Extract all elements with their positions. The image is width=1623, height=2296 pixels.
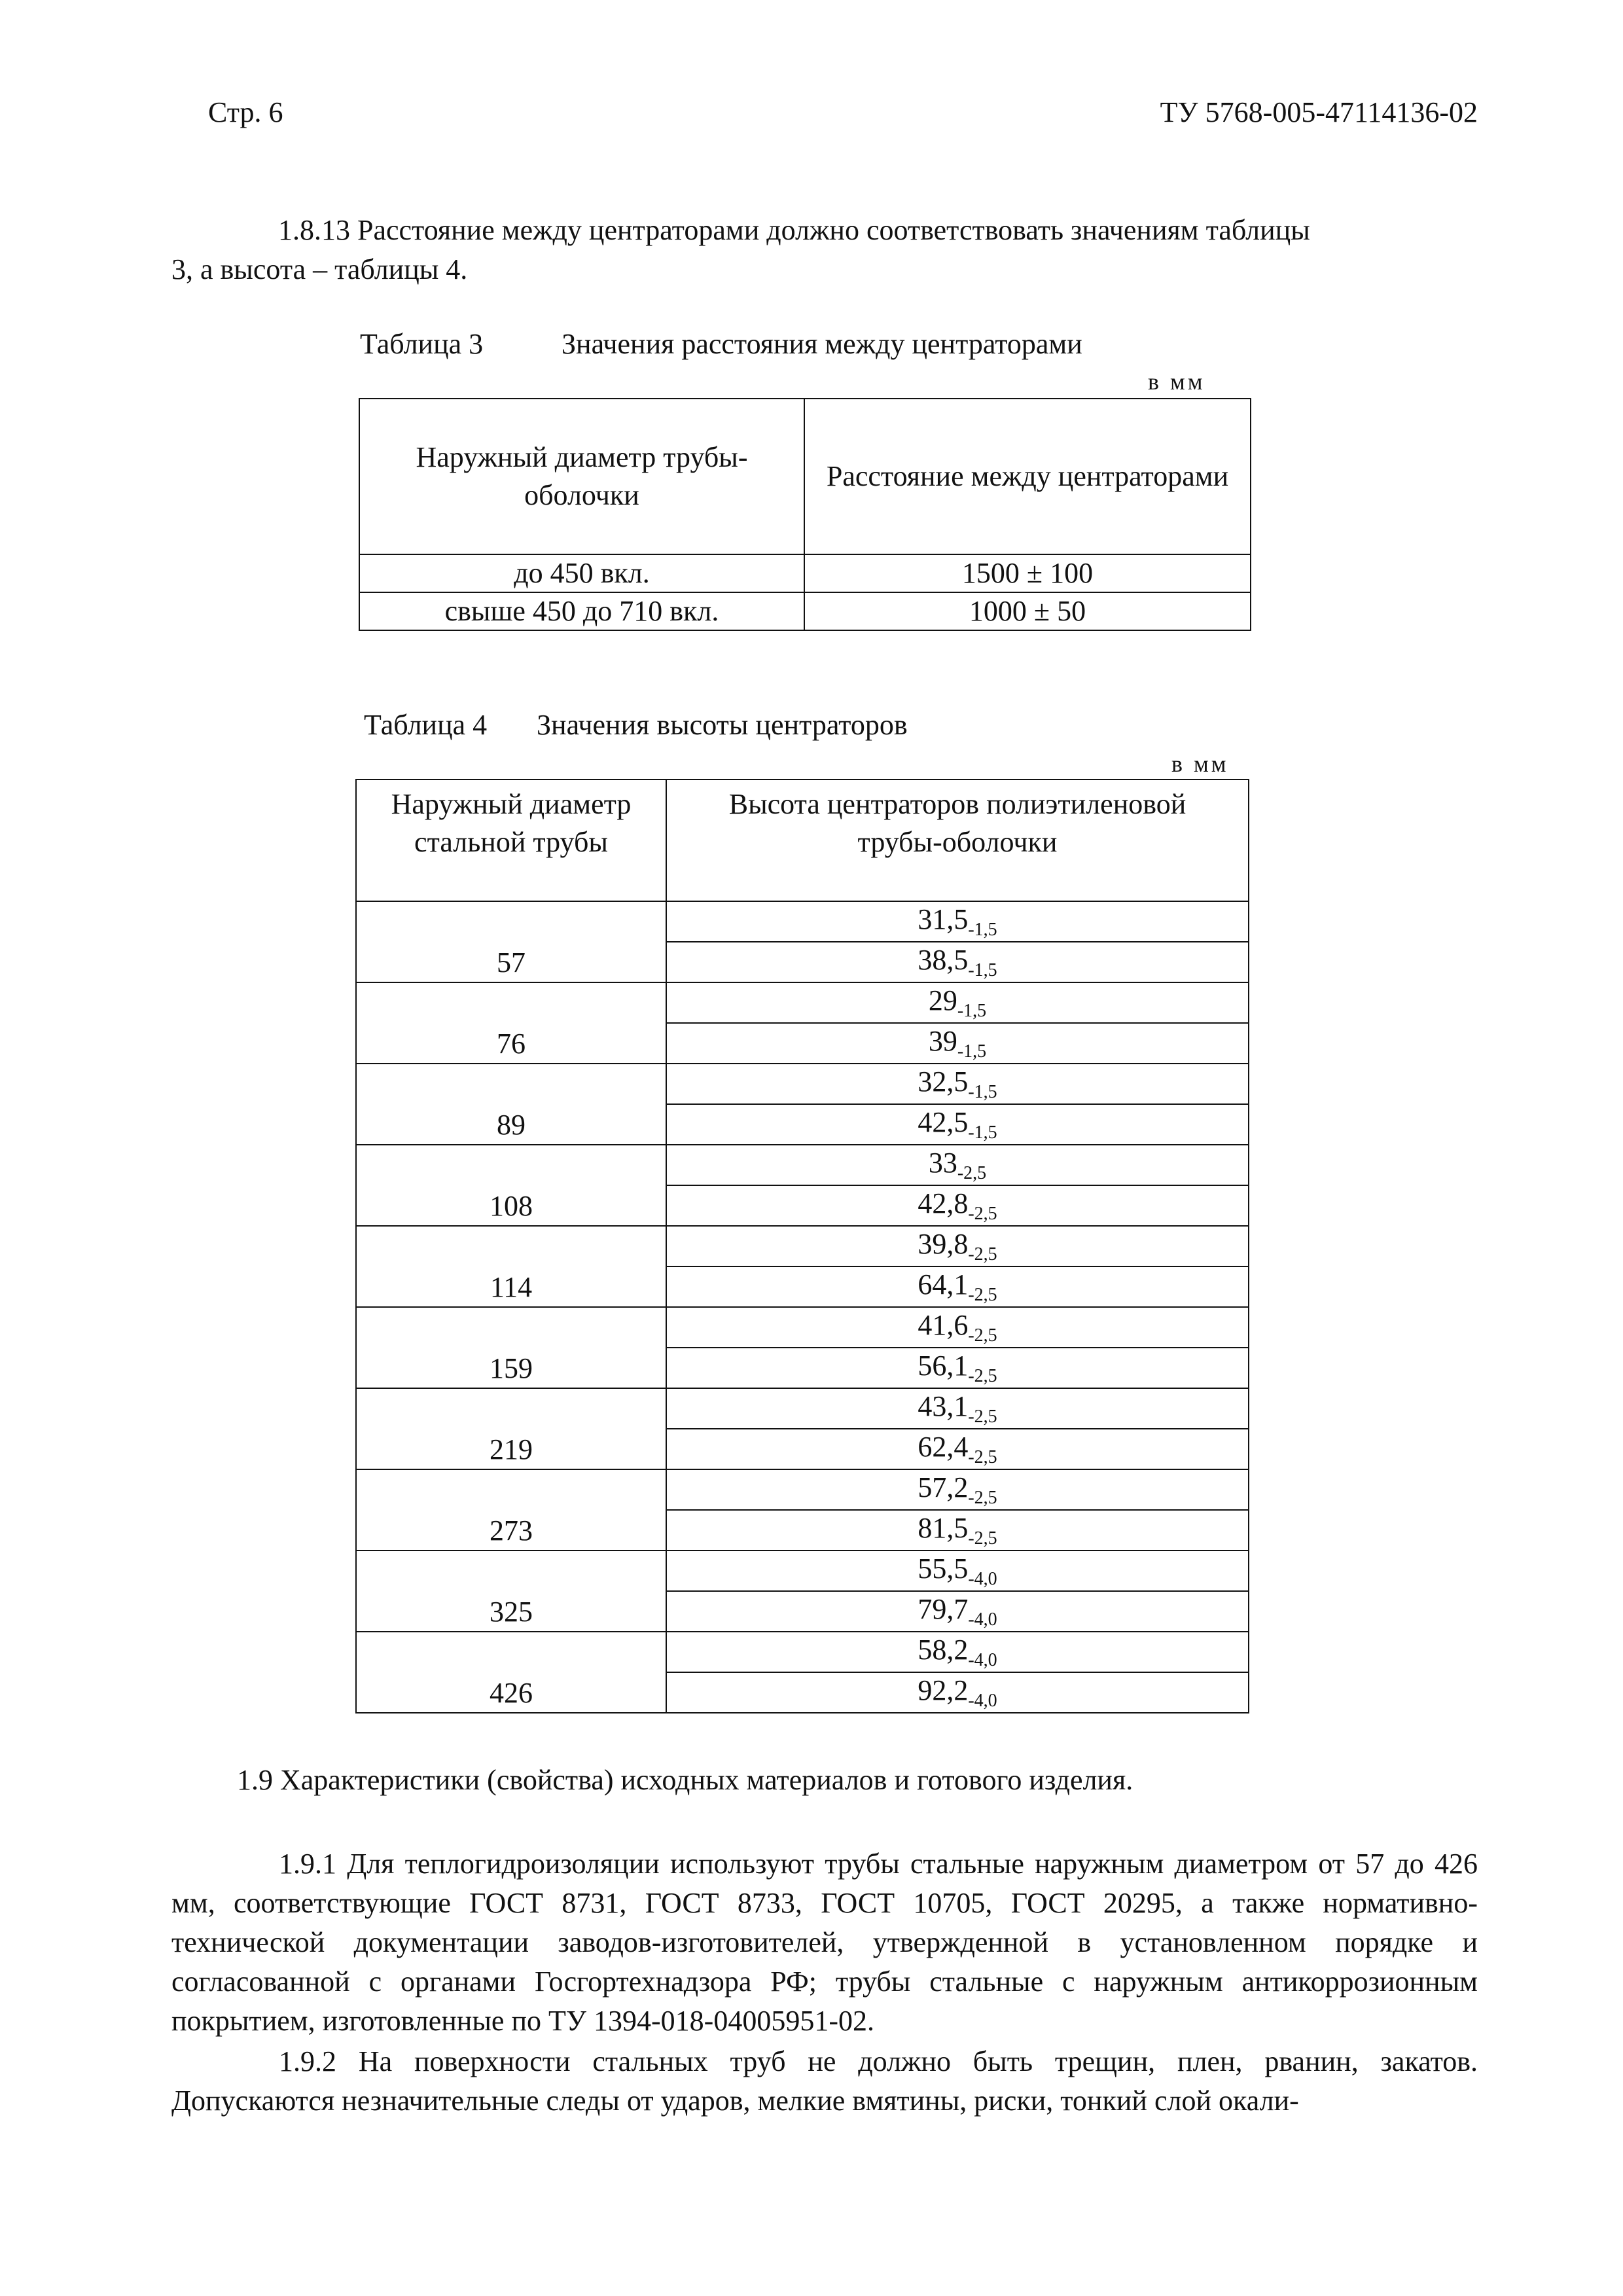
table4-cell-diameter: 57: [356, 901, 666, 982]
table-3: [359, 398, 1251, 631]
table4-cell-diameter: 273: [356, 1469, 666, 1551]
tolerance: -2,5: [968, 1204, 997, 1224]
table4-cell-height: $62,4_{-2,5}$: [666, 1429, 1249, 1469]
tolerance: -4,0: [968, 1609, 997, 1630]
table4-cell-height: $92,2_{-4,0}$: [666, 1672, 1249, 1713]
table4-cell-height: $57,2_{-2,5}$: [666, 1469, 1249, 1510]
table4-cell-height: $33_{-2,5}$: [666, 1145, 1249, 1185]
table4-caption-title: Значения высоты центраторов: [537, 709, 908, 741]
table4-cell-diameter: 159: [356, 1307, 666, 1388]
table4-cell-diameter: 108: [356, 1145, 666, 1226]
table4-caption-number: Таблица 4: [364, 709, 488, 741]
table4-cell-diameter: 219: [356, 1388, 666, 1469]
table4-cell-height: $55,5_{-4,0}$: [666, 1551, 1249, 1591]
tolerance: -2,5: [968, 1528, 997, 1549]
table4-cell-height: $42,8_{-2,5}$: [666, 1185, 1249, 1226]
tolerance: -1,5: [968, 1082, 997, 1102]
table3-cell-distance: 1500 ± 100: [804, 554, 1251, 592]
document-code: ТУ 5768-005-47114136-02: [1160, 96, 1478, 128]
table4-header-diameter: Наружный диаметр стальной трубы: [356, 780, 666, 901]
tolerance: -2,5: [968, 1407, 997, 1427]
tolerance: -1,5: [968, 1122, 997, 1143]
table3-cell-distance: 1000 ± 50: [804, 592, 1251, 630]
tolerance: -2,5: [968, 1488, 997, 1508]
table4-cell-diameter: 89: [356, 1064, 666, 1145]
paragraph-1-8-13-line-1: 1.8.13 Расстояние между центраторами должно соответствовать значениям таблицы: [278, 214, 1310, 246]
table4-cell-height: $39_{-1,5}$: [666, 1023, 1249, 1064]
table4-cell-height: $41,6_{-2,5}$: [666, 1307, 1249, 1348]
table3-cell-diameter: до 450 вкл.: [359, 554, 804, 592]
tolerance: -1,5: [968, 960, 997, 980]
paragraph-1-9-2: 1.9.2 На поверхности стальных труб не должно быть трещин, плен, рванин, закатов. Допускаются незначительные следы от ударов, мелкие вмятины, риски, тонкий слой окали-: [171, 2045, 1478, 2117]
tolerance: -4,0: [968, 1569, 997, 1589]
table4-cell-height: $29_{-1,5}$: [666, 982, 1249, 1023]
table4-cell-diameter: 426: [356, 1632, 666, 1713]
tolerance: -4,0: [968, 1650, 997, 1670]
paragraph-1-9-1: 1.9.1 Для теплогидроизоляции используют трубы стальные наружным диаметром от 57 до 426 мм, соответствующие ГОСТ 8731, ГОСТ 8733, ГОСТ 10705, ГОСТ 20295, а также нормативно-технической документации заводов-изготовителей, утвержденной в установленном порядке и согласованной с органами Госгортехнадзора РФ; трубы стальные с наружным антикоррозионным покрытием, изготовленные по ТУ 1394-018-04005951-02.: [171, 1848, 1478, 2037]
table4-cell-height: $64,1_{-2,5}$: [666, 1266, 1249, 1307]
table-4: [355, 779, 1249, 1713]
table4-cell-height: $42,5_{-1,5}$: [666, 1104, 1249, 1145]
table4-cell-height: $38,5_{-1,5}$: [666, 942, 1249, 982]
table4-header-height: Высота центраторов полиэтиленовой трубы-оболочки: [666, 780, 1249, 901]
section-1-9-heading: 1.9 Характеристики (свойства) исходных материалов и готового изделия.: [237, 1764, 1133, 1796]
table3-caption-number: Таблица 3: [360, 328, 484, 360]
table4-cell-height: $32,5_{-1,5}$: [666, 1064, 1249, 1104]
table3-unit: в мм: [1148, 368, 1205, 395]
tolerance: -1,5: [968, 920, 997, 940]
table3-caption-title: Значения расстояния между центраторами: [562, 328, 1082, 360]
tolerance: -2,5: [957, 1163, 987, 1183]
tolerance: -2,5: [968, 1447, 997, 1467]
tolerance: -2,5: [968, 1366, 997, 1386]
tolerance: -1,5: [957, 1001, 987, 1021]
table3-header-distance: Расстояние между центраторами: [804, 399, 1251, 554]
page-number: Стр. 6: [208, 96, 283, 128]
table4-cell-height: $56,1_{-2,5}$: [666, 1348, 1249, 1388]
tolerance: -1,5: [957, 1041, 987, 1062]
paragraph-1-8-13-line-2: 3, а высота – таблицы 4.: [171, 253, 468, 285]
tolerance: -4,0: [968, 1691, 997, 1711]
table4-cell-height: $79,7_{-4,0}$: [666, 1591, 1249, 1632]
table4-cell-height: $31,5_{-1,5}$: [666, 901, 1249, 942]
table4-cell-height: $43,1_{-2,5}$: [666, 1388, 1249, 1429]
table3-cell-diameter: свыше 450 до 710 вкл.: [359, 592, 804, 630]
table4-cell-height: $58,2_{-4,0}$: [666, 1632, 1249, 1672]
table4-cell-diameter: 325: [356, 1551, 666, 1632]
table4-unit: в мм: [1171, 751, 1229, 777]
table4-cell-diameter: 76: [356, 982, 666, 1064]
tolerance: -2,5: [968, 1325, 997, 1346]
table4-cell-diameter: 114: [356, 1226, 666, 1307]
table3-header-diameter: Наружный диаметр трубы-оболочки: [359, 399, 804, 554]
tolerance: -2,5: [968, 1285, 997, 1305]
table4-cell-height: $39,8_{-2,5}$: [666, 1226, 1249, 1266]
table4-cell-height: $81,5_{-2,5}$: [666, 1510, 1249, 1551]
tolerance: -2,5: [968, 1244, 997, 1265]
